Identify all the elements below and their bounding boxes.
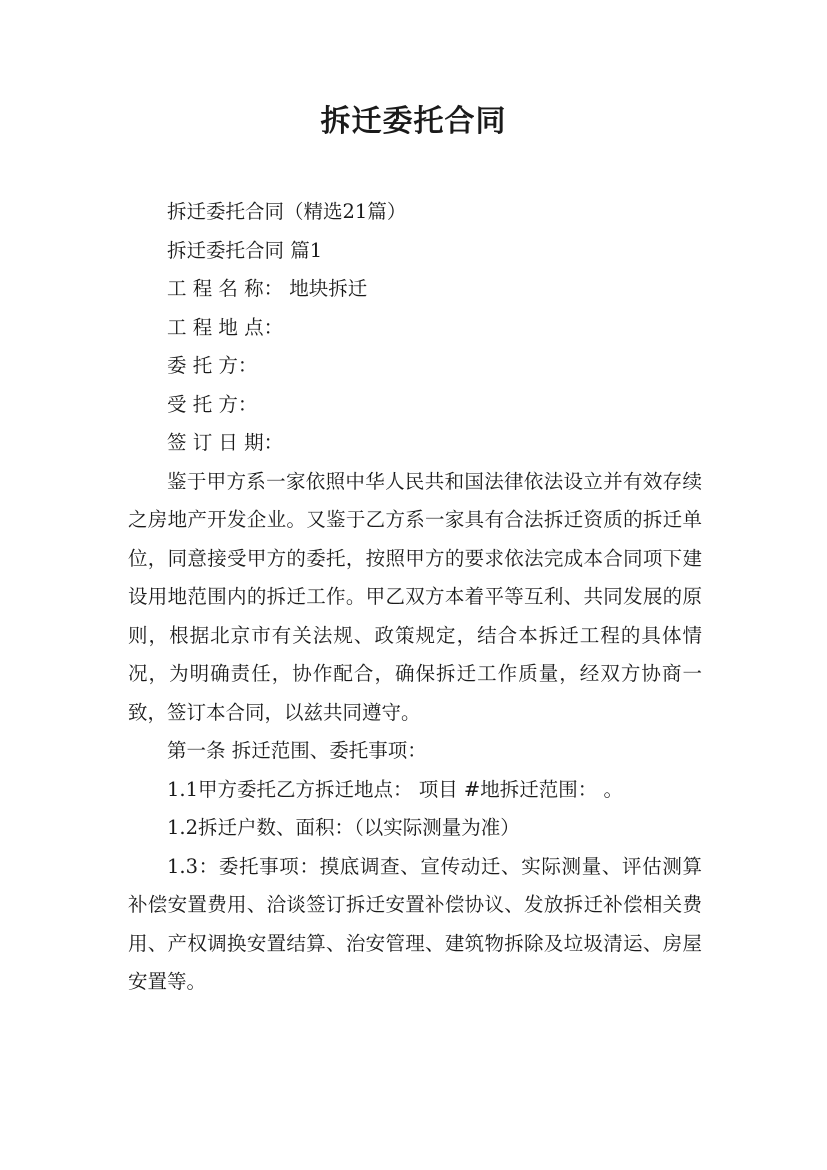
article-1-heading: 第一条 拆迁范围、委托事项： [167, 739, 427, 762]
clause-1-3: 1.3：委托事项：摸底调查、宣传动迁、实际测量、评估测算补偿安置费用、洽谈签订拆迁安置补偿协议、发放拆迁补偿相关费用、产权调换安置结算、治安管理、建筑物拆除及垃圾清运、房屋安置等。 [128, 854, 702, 993]
project-name-line [128, 270, 702, 309]
clause-1-1: 1.1甲方委托乙方拆迁地点： 项目 #地拆迁范围： 。 [167, 777, 623, 801]
preamble-paragraph: 鉴于甲方系一家依照中华人民共和国法律依法设立并有效存续之房地产开发企业。又鉴于乙方系一家具有合法拆迁资质的拆迁单位，同意接受甲方的委托，按照甲方的要求依法完成本合同项下建设用地范围内的拆迁工作。甲乙双方本着平等互利、共同发展的原则，根据北京市有关法规、政策规定，结合本拆迁工程的具体情况，为明确责任，协作配合，确保拆迁工作质量，经双方协商一致，签订本合同，以兹共同遵守。 [128, 469, 702, 724]
project-name-value: 地块拆迁 [283, 277, 368, 300]
project-location-line: 工 程 地 点： [167, 315, 284, 339]
client-line: 委 托 方： [167, 354, 258, 377]
collection-title: 拆迁委托合同（精选21篇） [167, 200, 407, 223]
contractor-line: 受 托 方： [167, 392, 258, 416]
article-heading: 拆迁委托合同 篇1 [167, 238, 323, 262]
document-body [128, 193, 702, 1002]
project-name-label: 工 程 名 称： [167, 277, 284, 300]
sign-date-line: 签 订 日 期： [167, 431, 284, 454]
document-title: 拆迁委托合同 [320, 104, 507, 139]
clause-1-2: 1.2拆迁户数、面积：（以实际测量为准） [167, 816, 520, 839]
